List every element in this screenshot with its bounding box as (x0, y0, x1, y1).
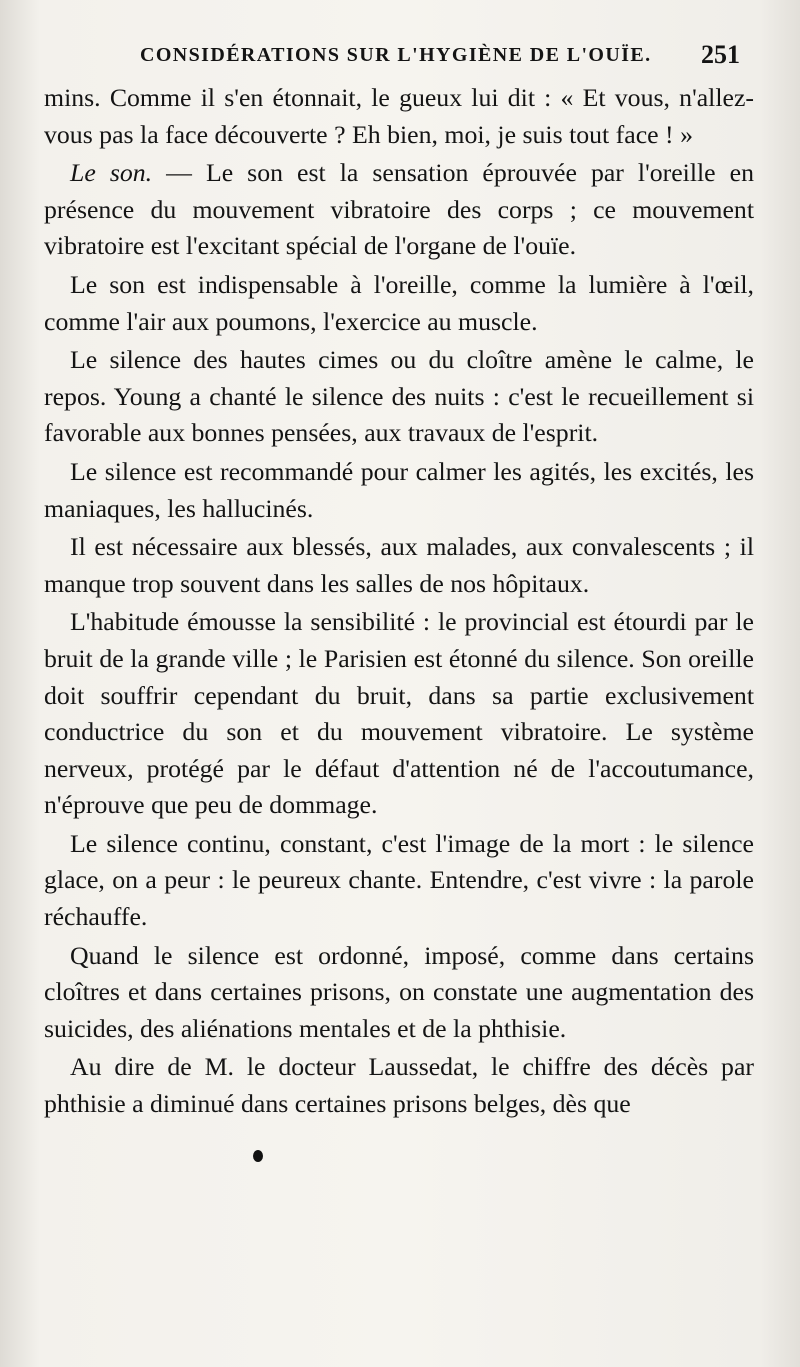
paragraph (44, 529, 754, 602)
ink-blot (253, 1150, 263, 1162)
paragraph-text: Au dire de M. le docteur Laussedat, le chiffre des décès par phthisie a diminué dans certaines prisons belges, dès que (44, 1052, 754, 1119)
paragraph-text: Il est nécessaire aux blessés, aux malades, aux convalescents ; il manque trop souvent dans les salles de nos hôpitaux. (44, 532, 754, 598)
paragraph (44, 80, 754, 153)
paragraph (44, 454, 754, 527)
paragraph-text: — Le son est la sensation éprouvée par l'oreille en présence du mouvement vibratoire des corps ; ce mouvement vibratoire est l'excitant spécial de l'organe de l'ouïe. (44, 158, 754, 261)
paragraph-text: Le silence est recommandé pour calmer les agités, les excités, les maniaques, les hallucinés. (44, 456, 754, 523)
paragraph-text: Quand le silence est ordonné, imposé, comme dans certains cloîtres et dans certaines prisons, on constate une augmentation des suicides, des aliénations mentales et de la phthisie. (44, 940, 754, 1043)
paragraph (44, 1049, 754, 1122)
paragraph-text: mins. Comme il s'en étonnait, le gueux lui dit : « Et vous, n'allez-vous pas la face découverte ? Eh bien, moi, je suis tout face ! » (44, 83, 754, 149)
paragraph (44, 826, 754, 936)
bleed-through-header (0, 0, 800, 14)
body-text (44, 80, 754, 1123)
paragraph (44, 938, 754, 1048)
paragraph (44, 267, 754, 340)
page-header (140, 40, 740, 74)
section-lead: Le son. (70, 158, 153, 188)
paragraph-text: Le silence continu, constant, c'est l'image de la mort : le silence glace, on a peur : le peureux chante. Entendre, c'est vivre : la parole réchauffe. (44, 828, 754, 932)
paragraph-text: Le son est indispensable à l'oreille, comme la lumière à l'œil, comme l'air aux poumons, l'exercice au muscle. (44, 269, 754, 336)
paragraph (44, 604, 754, 824)
running-title: CONSIDÉRATIONS SUR L'HYGIÈNE DE L'OUÏE. (140, 44, 652, 66)
paragraph (44, 342, 754, 452)
paragraph (44, 155, 754, 265)
paragraph-text: Le silence des hautes cimes ou du cloître amène le calme, le repos. Young a chanté le silence des nuits : c'est le recueillement si favorable aux bonnes pensées, aux travaux de l'esprit. (44, 345, 754, 448)
page-number: 251 (701, 40, 740, 69)
paragraph-text: L'habitude émousse la sensibilité : le provincial est étourdi par le bruit de la grande ville ; le Parisien est étonné du silence. Son oreille doit souffrir cependant du bruit, dans sa partie exclusivement conductrice du son et du mouvement vibratoire. Le système nerveux, protégé par le défaut d'attention né de l'accoutumance, n'éprouve que peu de dommage. (44, 607, 754, 820)
